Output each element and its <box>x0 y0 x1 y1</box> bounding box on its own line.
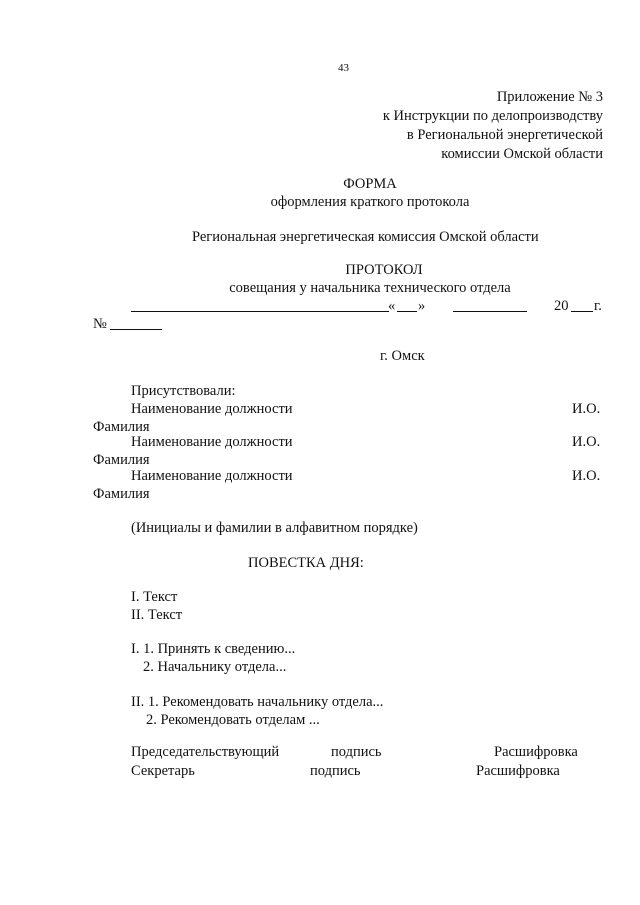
organization-name: Региональная энергетическая комиссия Омской области <box>192 229 539 245</box>
attendee-position: Наименование должности <box>131 434 293 450</box>
decision-item: 2. Начальнику отдела... <box>143 659 287 675</box>
day-blank <box>397 299 417 312</box>
quote-open: « <box>388 298 396 314</box>
year-suffix: г. <box>594 298 602 314</box>
appendix-line-4: комиссии Омской области <box>441 146 603 162</box>
signature-decoding: Расшифровка <box>494 744 578 760</box>
page-number: 43 <box>338 62 349 74</box>
signature-role: Председательствующий <box>131 744 280 760</box>
protocol-title: ПРОТОКОЛ <box>345 262 423 278</box>
date-blank <box>131 299 389 312</box>
agenda-item: I. Текст <box>131 589 178 605</box>
year-prefix: 20 <box>554 298 569 314</box>
number-label: № <box>93 316 107 332</box>
year-blank <box>571 299 593 312</box>
attendee-position: Наименование должности <box>131 468 293 484</box>
attendee-initials: И.О. <box>572 401 601 417</box>
signature-decoding: Расшифровка <box>476 763 560 779</box>
attendee-position: Наименование должности <box>131 401 293 417</box>
quote-close: » <box>418 298 426 314</box>
signature-field: подпись <box>331 744 382 760</box>
attendees-heading: Присутствовали: <box>131 383 236 399</box>
attendee-surname: Фамилия <box>93 486 150 502</box>
appendix-line-1: Приложение № 3 <box>496 89 603 105</box>
signature-role: Секретарь <box>131 763 195 779</box>
month-blank <box>453 299 527 312</box>
city: г. Омск <box>380 348 425 364</box>
decision-item: 2. Рекомендовать отделам ... <box>146 712 320 728</box>
appendix-line-2: к Инструкции по делопроизводству <box>382 108 603 124</box>
agenda-heading: ПОВЕСТКА ДНЯ: <box>248 555 364 571</box>
appendix-line-3: в Региональной энергетической <box>406 127 603 143</box>
decision-item: II. 1. Рекомендовать начальнику отдела... <box>131 694 384 710</box>
attendee-initials: И.О. <box>572 468 601 484</box>
signature-field: подпись <box>310 763 361 779</box>
form-title: ФОРМА <box>343 176 397 192</box>
attendee-surname: Фамилия <box>93 419 150 435</box>
protocol-subtitle: совещания у начальника технического отдела <box>229 280 511 296</box>
agenda-item: II. Текст <box>131 607 183 623</box>
attendee-initials: И.О. <box>572 434 601 450</box>
decision-item: I. 1. Принять к сведению... <box>131 641 296 657</box>
attendee-surname: Фамилия <box>93 452 150 468</box>
number-blank <box>110 317 162 330</box>
form-subtitle: оформления краткого протокола <box>270 194 470 210</box>
attendees-note: (Инициалы и фамилии в алфавитном порядке) <box>131 520 418 536</box>
